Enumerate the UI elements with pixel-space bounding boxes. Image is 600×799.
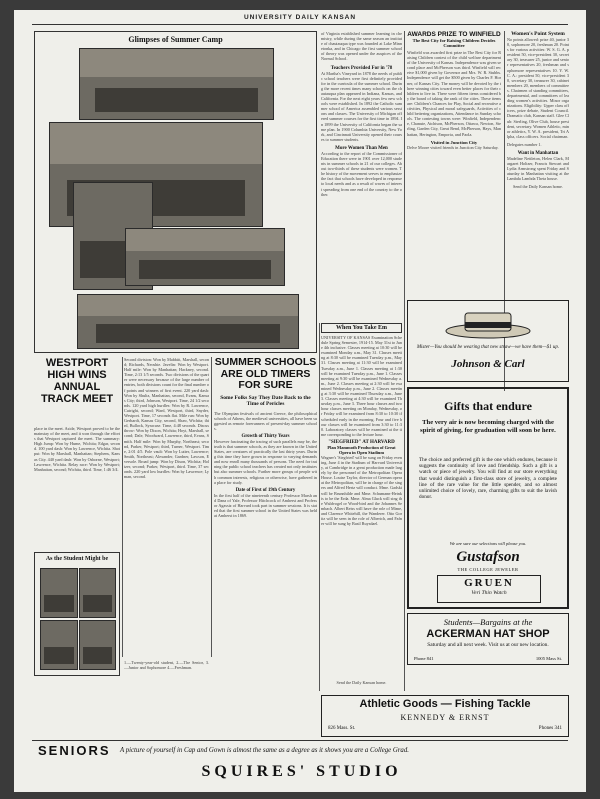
gustafson-name: Gustafson — [456, 549, 520, 565]
awards-subhead: The Best City for Raising Children Decides Committee — [412, 38, 496, 48]
gifts-body: The choice and preferred gift is the one which endures, because it suggests the continuity of love and friendship. Such a gift is a watch or piece of jewelry. You will find at our store everything that would distinguish a first-class store of jewelry, a complete line of the rare value for the little spender, and so almost unlimited choice of lovely, rare, charming gifts to suit the lavish donor. — [419, 457, 557, 501]
gruen-name: GRUEN — [464, 577, 514, 589]
athletic-phone: Phones 341 — [538, 726, 562, 731]
date-text: In the first half of the nineteenth century Professor Marsh and Dana of Yale, Professor Hitchcock of Amherst and Professor Agassiz of Harvard took part in summer sessions. It is stated that the first summer school in the United States was held at Amherst in 1869. — [214, 492, 317, 519]
track-headline: WESTPORT HIGH WINS ANNUAL TRACK MEET — [40, 357, 114, 405]
squires-studio-name: SQUIRES' STUDIO — [201, 763, 402, 780]
when-text: UNIVERSITY OF KANSAS Examination Schedule Spring Semester, 1914-15. May 31st to June 4th inclusive. Classes meeting at 10:30 will be examined Monday a.m., May 31. Classes meeting at 8:30 will be examined Tuesday p.m., May 31. Classes meeting at 11:30 will be examined Tuesday a.m., June 1. Classes meeting at 1:30 will be examined Tuesday p.m., June 1. Classes meeting at 9:30 will be examined Wednesday a.m., June 2. Classes meeting at 2:30 will be examined Wednesday p.m., June 2. Classes meeting at 3:30 will be examined Thursday a.m., June 3. Classes meeting at 4:30 will be examined Thursday p.m., June 3. Three hour classes and two hour classes meeting on Monday, Wednesday, or Friday will be examined from 8:30 to 10:30 if scheduled early in the morning. Four and five hour classes will be examined from 3:30 to 11:30. Laboratory classes will be examined at the time corresponding to the lecture hour. — [321, 335, 402, 437]
johnson-caption: Mister—You should be wearing that new straw—we have them—$1 up. — [416, 345, 560, 350]
gustafson-ad — [407, 387, 569, 609]
when-headline: When You Take Em — [336, 325, 387, 331]
student-box-title: As the Student Might be — [45, 556, 109, 562]
masthead-rule — [32, 24, 568, 25]
student-box — [34, 552, 120, 676]
growth-headline: Growth of Thirty Years — [241, 433, 290, 439]
student-photo-1 — [40, 568, 78, 618]
womens-text: No points allowed: prize 40, junior 30, sophomore 20, freshman 20. Points for various activities: W. S. G. A. president 50, vice-president 30, secretary 30, treasurer 25, junior and senior representatives 20, freshman and sophomore representatives 10. Y. W. C. A.: president 50, vice-president 30, secretary 30, treasurer 30, cabinet members 20, members of committees. Chairmen of standing committees, departmental, and committees of leading women's activities. Minor organizations. Eligibility: Upper class officers, prize debate, Student Council. Dramatic club, Kansan staff. Glee Club: Sterling, Olive Club, house president, secretary. Women Athletic, minor athletics, Y. W. A. president, Tri Alpha, class officers. Social chairman. — [507, 37, 569, 139]
student-photo-4 — [79, 620, 116, 670]
teachers-text: At Martha's Vineyard in 1878 the needs of public school teachers were first definitely provided for in the curricula of the summer school. During the more recent times many schools on the chautauqua plan appeared in Indiana, Kansas, and California. For the next eight years few new schools were established. In 1892 the Catholic summer school of America assembled various sessions and classes. The University of Michigan offered summer courses for the first time in 1894. In 1899 the University of California began the same plan. In 1900 Columbia University, New York, and Cincinnati University opened their courses to summer students. — [321, 70, 402, 142]
seniors-heading: SENIORS — [38, 743, 111, 758]
visited-text: Delve Moore visited friends in Junction City Saturday. — [407, 144, 499, 150]
track-body-text: place in the meet. Aside, Westport proved to be the mainstay of the meet, and it won through the efforts that Westport captured the meet. The summary: High Jump: Won by Hume, Wichita; Edgar, second. 100 yard dash: Won by Lawrence, Wichita. Shot put: Won by Marshall, Manhattan; Stephens, Kansas City. 440 yard dash: Won by Osborne, Westport; Lawrence, Wichita. Relay race: Won by Westport; Manhattan, second; Wichita, third. Time, 1:46 3/4. — [34, 426, 120, 472]
column-exams — [321, 323, 402, 691]
ackerman-address: 1005 Mass St. — [535, 656, 562, 661]
siegfried-headline: "SIEGFRIED" AT HARVARD — [328, 439, 395, 445]
athletic-line1: Athletic Goods — Fishing Tackle — [359, 698, 531, 710]
ackerman-phone: Phone 841 — [414, 656, 434, 661]
track-headline-block — [34, 357, 120, 425]
send-daily-2-block — [321, 680, 402, 690]
athletic-line2: KENNEDY & ERNST — [400, 713, 490, 722]
student-photo-3 — [40, 620, 78, 670]
photo-box — [34, 31, 317, 353]
womens-headline: Women's Point System — [511, 31, 565, 37]
photo-box-title: Glimpses of Summer Camp — [128, 35, 223, 44]
summer-subhead: Some Folks Say They Date Back to the Time of Pericles — [220, 394, 311, 407]
ackerman-ad — [407, 613, 569, 665]
gifts-lead: The very air is now becoming charged with the spirit of giving, for graduation will soon be here. — [420, 419, 556, 434]
gifts-title: Gifts that endure — [444, 399, 532, 413]
siegfried-subhead: Plan Mammoth Production of Great Opera in Open Stadium — [327, 444, 396, 455]
send-daily-kansan-2: Send the Daily Kansan home. — [336, 680, 387, 685]
camp-photo-top — [79, 48, 274, 120]
awards-headline: AWARDS PRIZE TO WINFIELD — [407, 31, 501, 38]
summer-text: The Olympian festivals of ancient Greece, the philosophical schools of Athens, the medieval universities, all have been suggested as remote forerunners of present-day summer schools. — [214, 410, 317, 431]
camp-photo-men — [125, 228, 285, 286]
ackerman-line2: ACKERMAN HAT SHOP — [426, 628, 550, 640]
want-text: Madeline Nettleton, Helen Clark, Margaret Holtzer, Francis Stewart and Lydia Armstrong spent Friday and Saturday in Manhattan visiting at the Lambda Lambda Theta house. — [507, 155, 569, 182]
date-headline: Date of First of 19th Century — [235, 487, 296, 493]
newspaper-page — [14, 10, 586, 792]
gifts-note: We are sure our selections will please you. — [449, 541, 527, 546]
want-headline: Want in Manhattan — [517, 150, 559, 156]
athletic-goods-ad — [321, 695, 569, 737]
gruen-sub: Veri Thin Watch — [471, 590, 507, 596]
athletic-address: 826 Mass. St. — [328, 726, 356, 731]
send-daily-kansan-1: Send the Daily Kansan home. — [513, 184, 563, 190]
column-track-body — [34, 426, 120, 548]
straw-hat-icon — [443, 307, 533, 339]
johnson-name: Johnson & Carl — [451, 358, 525, 370]
gustafson-sub: THE COLLEGE JEWELER — [457, 567, 519, 572]
more-women-headline: More Women Than Men — [335, 145, 388, 151]
column-history — [321, 31, 402, 319]
growth-text: However fascinating the tracing of such parallels may be, the truth is that summer schools, as they are known in the United States, are creatures of practically the last thirty years. During this time they have grown in response to varying demands and now enroll many thousands of persons. The need for training the public school teachers has created not only institutes but also summer schools. Further more groups of people with common interests, religious or otherwise, have gathered in a place for study. — [214, 438, 317, 485]
gruen-watch-logo — [437, 575, 541, 603]
awards-text: Winfield was awarded first prize in The Best City for Raising Children contest of the child welfare department of the University of Kansas. Independence was given second place and McPherson was third. Winfield will receive $1,000 given by Governor and Mrs. W. R. Stubbs. Independence will get the $500 given by Charles F. Horner, of Kansas City. The money will be devoted by the three winning cities toward even better places for their children to live in. There were fifteen items considered by the board of taking the rank of the cities. These items are: Children's Chances for Play, Social and recreative activities, Physical and moral safeguards, Activities of child bettering organizations, Attendance in Sunday schools. The contesting towns were: Winfield, Independence, Chanute, Atchison, McPherson, Ottawa, Newton, Sterling, Garden City, Great Bend, McPherson, Hays, Manhattan, Herington, Emporia, and Paola. — [407, 50, 501, 137]
ackerman-line1: Students—Bargains at the — [443, 617, 533, 627]
summer-headline: SUMMER SCHOOLS ARE OLD TIMERS FOR SURE — [214, 357, 317, 391]
ackerman-line3: Saturday and all next week. Visit us at our new location. — [427, 642, 549, 648]
camp-photo-tents — [77, 294, 299, 349]
more-women-text: According to the report of the Commissioner of Education there were in 1901 over 12,000 students in summer schools in 21 of our colleges. About two-thirds of these students were women. The history of the movement serves to emphasize the fact that schools have developed in response to local needs and as a result of waves of interest spreading from one end of the country to the other. — [321, 150, 402, 197]
student-caption-block — [124, 660, 209, 682]
siegfried-text: Wagner's 'Siegfried' will be sung on Friday evening, June 4 in the Stadium of Harvard University, at Cambridge in a great production made largely by the personnel of the Metropolitan Opera House. Louise Taylor, director of German opera at the Metropolitan, will be in charge of the singers and Alfred Hertz will conduct. Mme. Gadski will be Brunnhilde and Mme. Schumann-Heink is to be the Erda. Mme. Alma Gluck will sing the Waldvogel or Wood-bird and the Johannes Sembach. Albert Reiss will have the role of Mime, and Clarence Whitehill, the Wanderer. Otto Goritz will be seen in the role of Alberich, and Fafner will be sung by Basil Ruysdael. — [321, 454, 402, 527]
track-results-text: Second division: Won by Mabbitt, Marshall, second; Richards, Neoshie. Javelin: Won by Westport. Half mile: Won by Manhattan; Hackney, second. Time, 2:13 1/5 seconds. Two divisions of the quarter were necessary because of the large number of entries, both divisions count for the final number of points and winners of first event. 220 yard dash: Won by Shultz, Manhattan, second, Evans, Kansas City; third, Johnson, Westport. Time, 24 1/2 seconds. 120 yard high hurdles: Won by R. Lawrence, Cutright, second; Ward, Westport, third, Snyder, Westport. Time, 17 seconds flat. Mile run: Won by Gerhardt, Kansas City, second, Shaw, Wichita; third, Bullock, Syracuse. Time, 4:48 seconds. Discus throw: Won by Dixon, Wichita; Hoyt, Marshall, second; Dale, Woodward, Lawrence, third, Evans, Smith. Half mile: Won by Murphy, Northeast; second, Parker, Westport; third, Turner, Westport. Time, 2:01 4/5. Pole vault: Won by Lutter, Lawrence; Smith, Northeast; Alexander, Gardner, Lawson, Eversole. Broad jump: Won by Dixon, Wichita; Holtzer, second; Parker, Westport, third. Time, 37 seconds. 220 yard low hurdles: Won by Lawrence; Lyman, second. — [124, 357, 209, 480]
seniors-line: A picture of yourself in Cap and Gown is almost the same as a degree as it shows you are a College Grad. — [120, 747, 409, 754]
student-photo-2 — [79, 568, 116, 618]
masthead: UNIVERSITY DAILY KANSAN — [243, 14, 357, 21]
johnson-carl-ad — [407, 300, 569, 382]
student-caption: 1.—Twenty-year-old student, 2.—The Senior, 3.—Junior and Sophomore 4.—Freshman. — [124, 660, 209, 671]
column-track-results — [124, 357, 209, 657]
teachers-headline: Teachers Provided For in '78 — [330, 65, 393, 71]
visited-headline: Visited in Junction City — [430, 139, 478, 145]
column-summer-schools — [214, 357, 317, 657]
history-text: of Virginia established summer learning in chemistry, while during the same season an institute of chautauqua type was founded at Lake Minnetonka, and in Chicago the first summer school of theory was opened under the auspices of the Normal School. — [321, 31, 402, 62]
squires-studio-ad — [34, 743, 569, 787]
delegates-text: Delegates number 1. — [507, 141, 542, 147]
